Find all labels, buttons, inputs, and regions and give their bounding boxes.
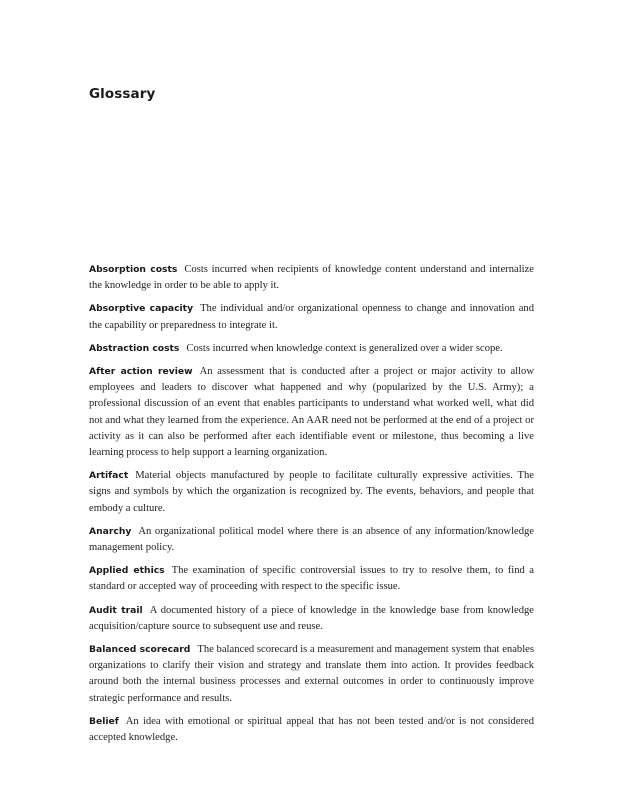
- glossary-term: Absorption costs: [89, 264, 178, 275]
- glossary-term: Absorptive capacity: [89, 303, 194, 315]
- glossary-term: Abstraction costs: [89, 342, 180, 354]
- glossary-term: Anarchy: [89, 525, 132, 537]
- glossary-definition: Costs incurred when recipients of knowledge content understand and internalize the knowledge in order to be able to apply it.: [89, 264, 534, 292]
- glossary-entry: [89, 603, 534, 635]
- glossary-entry: [89, 262, 534, 294]
- page-title: Glossary: [89, 86, 156, 102]
- glossary-term: Belief: [89, 715, 119, 727]
- glossary-definition: The examination of specific controversial issues to try to resolve them, to find a standard or accepted way of proceeding with respect to the specific issue.: [89, 565, 535, 593]
- glossary-definition: The individual and/or organizational openness to change and innovation and the capability or preparedness to integrate it.: [89, 303, 534, 331]
- glossary-definition: An idea with emotional or spiritual appeal that has not been tested and/or is not considered accepted knowledge.: [89, 715, 534, 744]
- glossary-definition: An organizational political model where there is an absence of any information/knowledge management policy.: [89, 525, 534, 554]
- glossary-definition: The balanced scorecard is a measurement and management system that enables organizations to clarify their vision and strategy and translate them into action. It provides feedback around both the internal business processes and external outcomes in order to continuously improve strategic performance and results.: [89, 644, 534, 704]
- glossary-entry: [89, 714, 534, 746]
- glossary-term: After action review: [89, 366, 193, 378]
- glossary-entry: [89, 563, 534, 595]
- glossary-definition: An assessment that is conducted after a project or major activity to allow employees and leaders to discover what happened and why (popularized by the U.S. Army); a professional discussion of an event that enables participants to understand what worked well, what did not and what they learned from the experience. An AAR need not be performed at the end of a project or activity as it can also be performed after each identifiable event or milestone, thus becoming a live learning process to help support a learning organization.: [89, 366, 534, 459]
- glossary-list: [89, 262, 534, 753]
- glossary-term: Balanced scorecard: [89, 644, 191, 656]
- glossary-term: Applied ethics: [89, 565, 165, 577]
- glossary-entry: [89, 642, 534, 707]
- glossary-entry: [89, 364, 534, 461]
- glossary-entry: [89, 468, 534, 517]
- glossary-term: Audit trail: [89, 604, 143, 616]
- glossary-term: Artifact: [89, 470, 129, 482]
- glossary-entry: [89, 301, 534, 333]
- glossary-definition: Material objects manufactured by people to facilitate culturally expressive activities. The signs and symbols by which the organization is recognized by. The events, behaviors, and people that embody a culture.: [89, 470, 534, 514]
- glossary-entry: [89, 341, 534, 357]
- glossary-definition: A documented history of a piece of knowledge in the knowledge base from knowledge acquisition/capture source to subsequent use and reuse.: [89, 604, 534, 632]
- glossary-definition: Costs incurred when knowledge context is generalized over a wider scope.: [186, 342, 503, 354]
- glossary-entry: [89, 524, 534, 556]
